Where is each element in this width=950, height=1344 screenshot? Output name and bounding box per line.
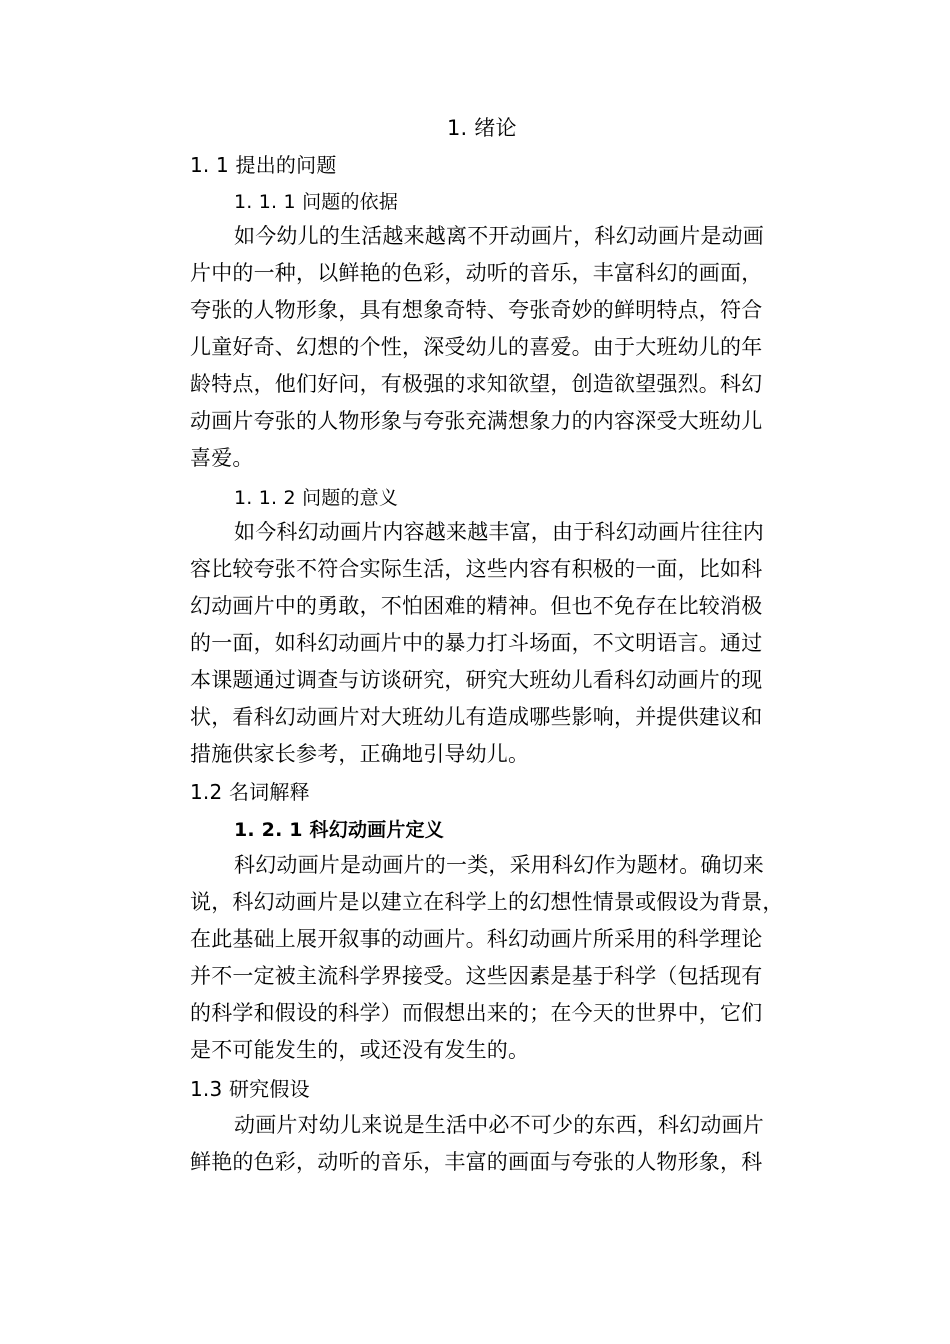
paragraph-line: 片中的一种，以鲜艳的色彩，动听的音乐，丰富科幻的画面，: [190, 261, 763, 285]
subsection-heading-1-2-1: 1. 2. 1 科幻动画片定义: [234, 819, 444, 841]
subsection-heading-1-1-2: 1. 1. 2 问题的意义: [234, 487, 399, 509]
chapter-title: 1. 绪论: [447, 116, 517, 140]
paragraph-line: 的科学和假设的科学）而假想出来的；在今天的世界中，它们: [190, 1001, 763, 1025]
paragraph-line: 动画片夸张的人物形象与夸张充满想象力的内容深受大班幼儿: [190, 409, 763, 433]
paragraph-line: 状，看科幻动画片对大班幼儿有造成哪些影响，并提供建议和: [190, 705, 763, 729]
paragraph-line: 夸张的人物形象，具有想象奇特、夸张奇妙的鲜明特点，符合: [190, 298, 763, 322]
paragraph-line: 容比较夸张不符合实际生活，这些内容有积极的一面，比如科: [190, 557, 763, 581]
paragraph-line: 在此基础上展开叙事的动画片。科幻动画片所采用的科学理论: [190, 927, 763, 951]
section-heading-1-3: 1.3 研究假设: [190, 1077, 310, 1101]
paragraph-line: 措施供家长参考，正确地引导幼儿。: [190, 742, 530, 766]
paragraph-line: 喜爱。: [190, 446, 254, 470]
paragraph-line: 是不可能发生的，或还没有发生的。: [190, 1038, 530, 1062]
paragraph-line: 的一面，如科幻动画片中的暴力打斗场面，不文明语言。通过: [190, 631, 763, 655]
paragraph-line: 科幻动画片是动画片的一类，采用科幻作为题材。确切来: [234, 853, 764, 877]
paragraph-line: 如今幼儿的生活越来越离不开动画片，科幻动画片是动画: [234, 224, 764, 248]
subsection-heading-1-1-1: 1. 1. 1 问题的依据: [234, 191, 399, 213]
paragraph-line: 鲜艳的色彩，动听的音乐，丰富的画面与夸张的人物形象，科: [190, 1150, 763, 1174]
paragraph-line: 并不一定被主流科学界接受。这些因素是基于科学（包括现有: [190, 964, 763, 988]
paragraph-line: 本课题通过调查与访谈研究，研究大班幼儿看科幻动画片的现: [190, 668, 763, 692]
section-heading-1-1: 1. 1 提出的问题: [190, 153, 337, 177]
paragraph-line: 如今科幻动画片内容越来越丰富，由于科幻动画片往往内: [234, 520, 764, 544]
section-heading-1-2: 1.2 名词解释: [190, 780, 310, 804]
paragraph-line: 动画片对幼儿来说是生活中必不可少的东西，科幻动画片: [234, 1113, 764, 1137]
paragraph-line: 幻动画片中的勇敢，不怕困难的精神。但也不免存在比较消极: [190, 594, 763, 618]
paragraph-line: 说，科幻动画片是以建立在科学上的幻想性情景或假设为背景，: [190, 890, 784, 914]
paragraph-line: 龄特点，他们好问，有极强的求知欲望，创造欲望强烈。科幻: [190, 372, 763, 396]
paragraph-line: 儿童好奇、幻想的个性，深受幼儿的喜爱。由于大班幼儿的年: [190, 335, 763, 359]
